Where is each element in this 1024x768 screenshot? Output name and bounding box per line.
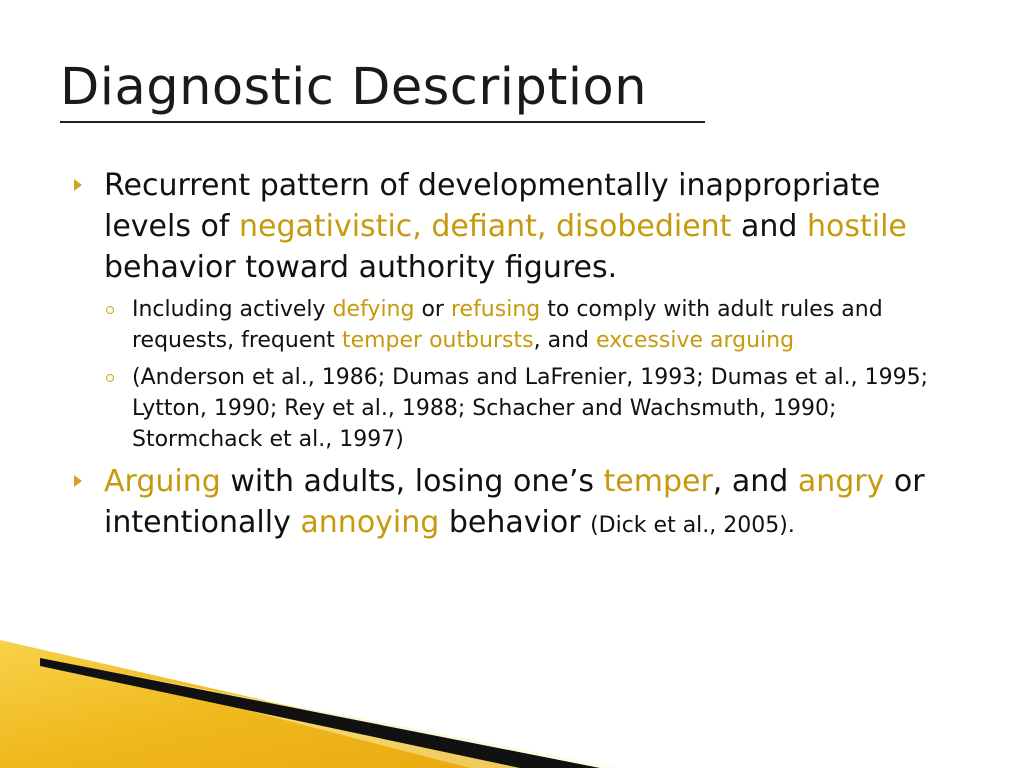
black-stripe [40,658,600,768]
b2-highlight-4: annoying [300,505,440,540]
b1-text-1: Recurrent pattern of developmentally inappropriate levels of [104,168,881,244]
b2-text-3: or intentionally [104,464,925,540]
b1-highlight-2: hostile [806,209,907,244]
sub-bullet-2 [104,362,972,455]
b2-text-4: behavior [439,505,591,540]
gold-wedge [0,640,560,768]
s1-text-4: , and [533,328,596,353]
title-underline [60,121,705,123]
b2-text-1: with adults, losing one’s [220,464,604,499]
slide-title: Diagnostic Description [60,58,648,117]
b2-citation: (Dick et al., 2005). [590,513,795,538]
b2-highlight-2: temper [603,464,713,499]
sub-bullet-1 [104,294,972,356]
b2-highlight-3: angry [797,464,885,499]
s1-text-2: or [414,297,451,322]
b2-highlight-1: Arguing [104,464,221,499]
bullet-1 [72,165,972,288]
s2-text: (Anderson et al., 1986; Dumas and LaFrenier, 1993; Dumas et al., 1995; Lytton, 1990; Rey et al., 1988; Schacher and Wachsmuth, 1990; Stormchack et al., 1997) [132,365,929,452]
b1-text-2: and [731,209,807,244]
s1-highlight-3: temper outbursts [341,328,534,353]
s1-highlight-2: refusing [450,297,541,322]
triangle-bullet-icon [74,475,82,487]
s1-text-3: to comply with adult rules and requests, frequent [132,297,883,353]
s1-highlight-4: excessive arguing [595,328,795,353]
b1-highlight-1: negativistic, defiant, disobedient [238,209,732,244]
triangle-bullet-icon [74,179,82,191]
s1-highlight-1: defying [332,297,415,322]
light-wedge [60,662,620,768]
circle-bullet-icon [106,306,114,314]
circle-bullet-icon [106,374,114,382]
b1-text-3: behavior toward authority figures. [104,250,618,285]
bullet-2 [72,461,972,546]
s1-text-1: Including actively [132,297,333,322]
slide-content [72,165,972,546]
b2-text-2: , and [712,464,798,499]
